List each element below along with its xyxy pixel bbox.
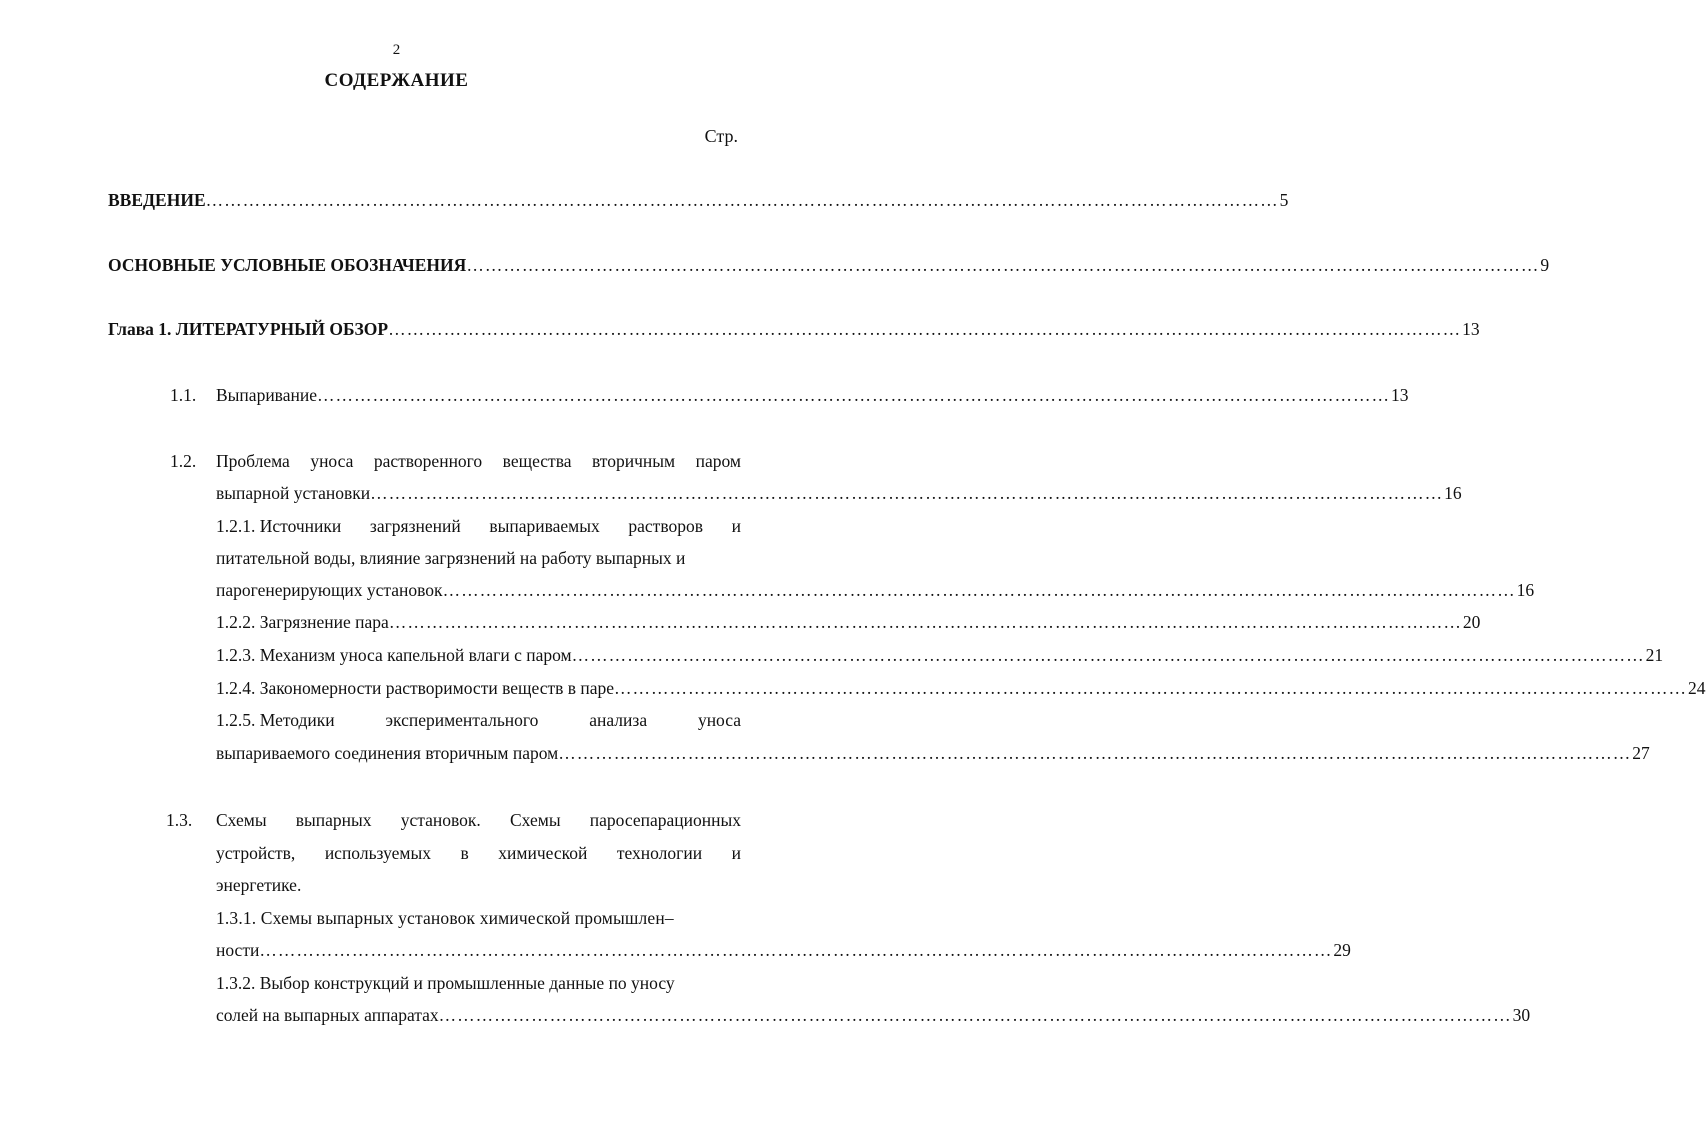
toc-entry-1-2-2	[216, 612, 1481, 632]
toc-entry-1-2-5-line2	[216, 743, 1650, 763]
section-number: 1.3.	[166, 810, 193, 830]
toc-entry-page: 9	[1540, 255, 1550, 275]
word: загрязнений	[369, 516, 461, 536]
toc-entry-1-3-1-line2	[216, 940, 1351, 960]
toc-entry-page: 5	[1279, 190, 1289, 210]
toc-entry-page: 21	[1645, 645, 1664, 665]
leader-dots: …………………………………………………………………………………………………………………………………………………………	[614, 678, 1688, 698]
toc-entry-text: ОСНОВНЫЕ УСЛОВНЫЕ ОБОЗНАЧЕНИЯ	[108, 255, 467, 275]
toc-entry-page: 13	[1390, 385, 1409, 405]
word: Проблема	[216, 451, 290, 471]
leader-dots: …………………………………………………………………………………………………………………………………………………………	[438, 1005, 1512, 1025]
word: технологии	[616, 843, 703, 863]
leader-dots: …………………………………………………………………………………………………………………………………………………………	[259, 940, 1333, 960]
word: растворенного	[373, 451, 483, 471]
leader-dots: …………………………………………………………………………………………………………………………………………………………	[558, 743, 1632, 763]
leader-dots: …………………………………………………………………………………………………………………………………………………………	[442, 580, 1516, 600]
toc-entry-page: 24	[1688, 678, 1706, 698]
leader-dots: …………………………………………………………………………………………………………………………………………………………	[571, 645, 1645, 665]
leader-dots: …………………………………………………………………………………………………………………………………………………………	[466, 255, 1540, 275]
word: Схемы	[216, 810, 267, 830]
word: вторичным	[591, 451, 676, 471]
toc-entry-chapter-1	[108, 319, 1480, 339]
leader-dots: …………………………………………………………………………………………………………………………………………………………	[388, 612, 1462, 632]
toc-entry-page: 29	[1333, 940, 1351, 960]
toc-entry-text: 1.2.4. Закономерности растворимости веществ в паре	[216, 678, 615, 698]
toc-entry-intro	[108, 190, 1289, 210]
leader-dots: …………………………………………………………………………………………………………………………………………………………	[316, 385, 1390, 405]
word: используемых	[324, 843, 431, 863]
toc-entry-text: ВВЕДЕНИЕ	[108, 190, 206, 210]
toc-entry-page: 16	[1444, 483, 1462, 503]
toc-entry-text: солей на выпарных аппаратах	[216, 1005, 439, 1025]
toc-entry-1-2-4	[216, 678, 1706, 698]
word: выпарных	[295, 810, 372, 830]
word: устройств,	[216, 843, 296, 863]
word: экспериментального	[385, 710, 539, 730]
toc-entry-1-3-line3: энергетике.	[216, 875, 302, 895]
word: паром	[695, 451, 741, 471]
toc-entry-1-2-3	[216, 645, 1664, 665]
toc-entry-1-3-2-line2	[216, 1005, 1531, 1025]
section-number: 1.2.	[170, 451, 197, 471]
toc-entry-page: 27	[1632, 743, 1650, 763]
word: и	[731, 843, 741, 863]
toc-entry-1-2-5-line1	[216, 710, 741, 730]
page-title: СОДЕРЖАНИЕ	[324, 70, 469, 91]
word: 1.2.5. Методики	[216, 710, 335, 730]
leader-dots: …………………………………………………………………………………………………………………………………………………………	[370, 483, 1444, 503]
toc-entry-page: 30	[1512, 1005, 1531, 1025]
word: в	[460, 843, 469, 863]
toc-entry-text: ности	[216, 940, 260, 960]
toc-entry-1-2-line1	[216, 451, 741, 471]
toc-entry-text: выпарной установки	[216, 483, 371, 503]
toc-entry-1-3-2-line1: 1.3.2. Выбор конструкций и промышленные данные по уносу	[216, 973, 675, 993]
word: анализа	[589, 710, 648, 730]
toc-entry-1-2-1-line1	[216, 516, 741, 536]
toc-entry-text: 1.2.2. Загрязнение пара	[216, 612, 389, 632]
word: 1.2.1. Источники	[216, 516, 342, 536]
toc-entry-1-2-line2	[216, 483, 1462, 503]
word: паросепарационных	[589, 810, 741, 830]
leader-dots: …………………………………………………………………………………………………………………………………………………………	[205, 190, 1279, 210]
word: химической	[498, 843, 588, 863]
word: уноса	[310, 451, 354, 471]
toc-entry-notation	[108, 255, 1550, 275]
word: вещества	[502, 451, 572, 471]
toc-entry-1-1	[216, 385, 1409, 405]
word: растворов	[628, 516, 703, 536]
word: Схемы	[509, 810, 561, 830]
page-number: 2	[392, 42, 401, 58]
toc-entry-text: 1.2.3. Механизм уноса капельной влаги с паром	[216, 645, 572, 665]
word: выпариваемых	[489, 516, 600, 536]
toc-entry-page: 16	[1516, 580, 1535, 600]
leader-dots: …………………………………………………………………………………………………………………………………………………………	[388, 319, 1462, 339]
toc-entry-text: выпариваемого соединения вторичным паром	[216, 743, 559, 763]
section-number: 1.1.	[170, 385, 197, 405]
word: уноса	[697, 710, 741, 730]
toc-entry-text: Глава 1. ЛИТЕРАТУРНЫЙ ОБЗОР	[108, 319, 389, 339]
toc-entry-1-2-1-line3	[216, 580, 1535, 600]
toc-entry-1-2-1-line2: питательной воды, влияние загрязнений на работу выпарных и	[216, 548, 686, 568]
word: и	[731, 516, 741, 536]
toc-entry-1-3-line2	[216, 843, 741, 863]
toc-entry-text: парогенерирующих установок	[216, 580, 443, 600]
toc-entry-page: 20	[1462, 612, 1481, 632]
toc-entry-text: Выпаривание	[216, 385, 317, 405]
toc-entry-1-3-1-line1: 1.3.1. Схемы выпарных установок химической промышлен–	[216, 908, 674, 928]
toc-entry-1-3-line1	[216, 810, 741, 830]
toc-entry-page: 13	[1462, 319, 1480, 339]
page-column-label: Стр.	[704, 126, 738, 146]
word: установок.	[400, 810, 481, 830]
